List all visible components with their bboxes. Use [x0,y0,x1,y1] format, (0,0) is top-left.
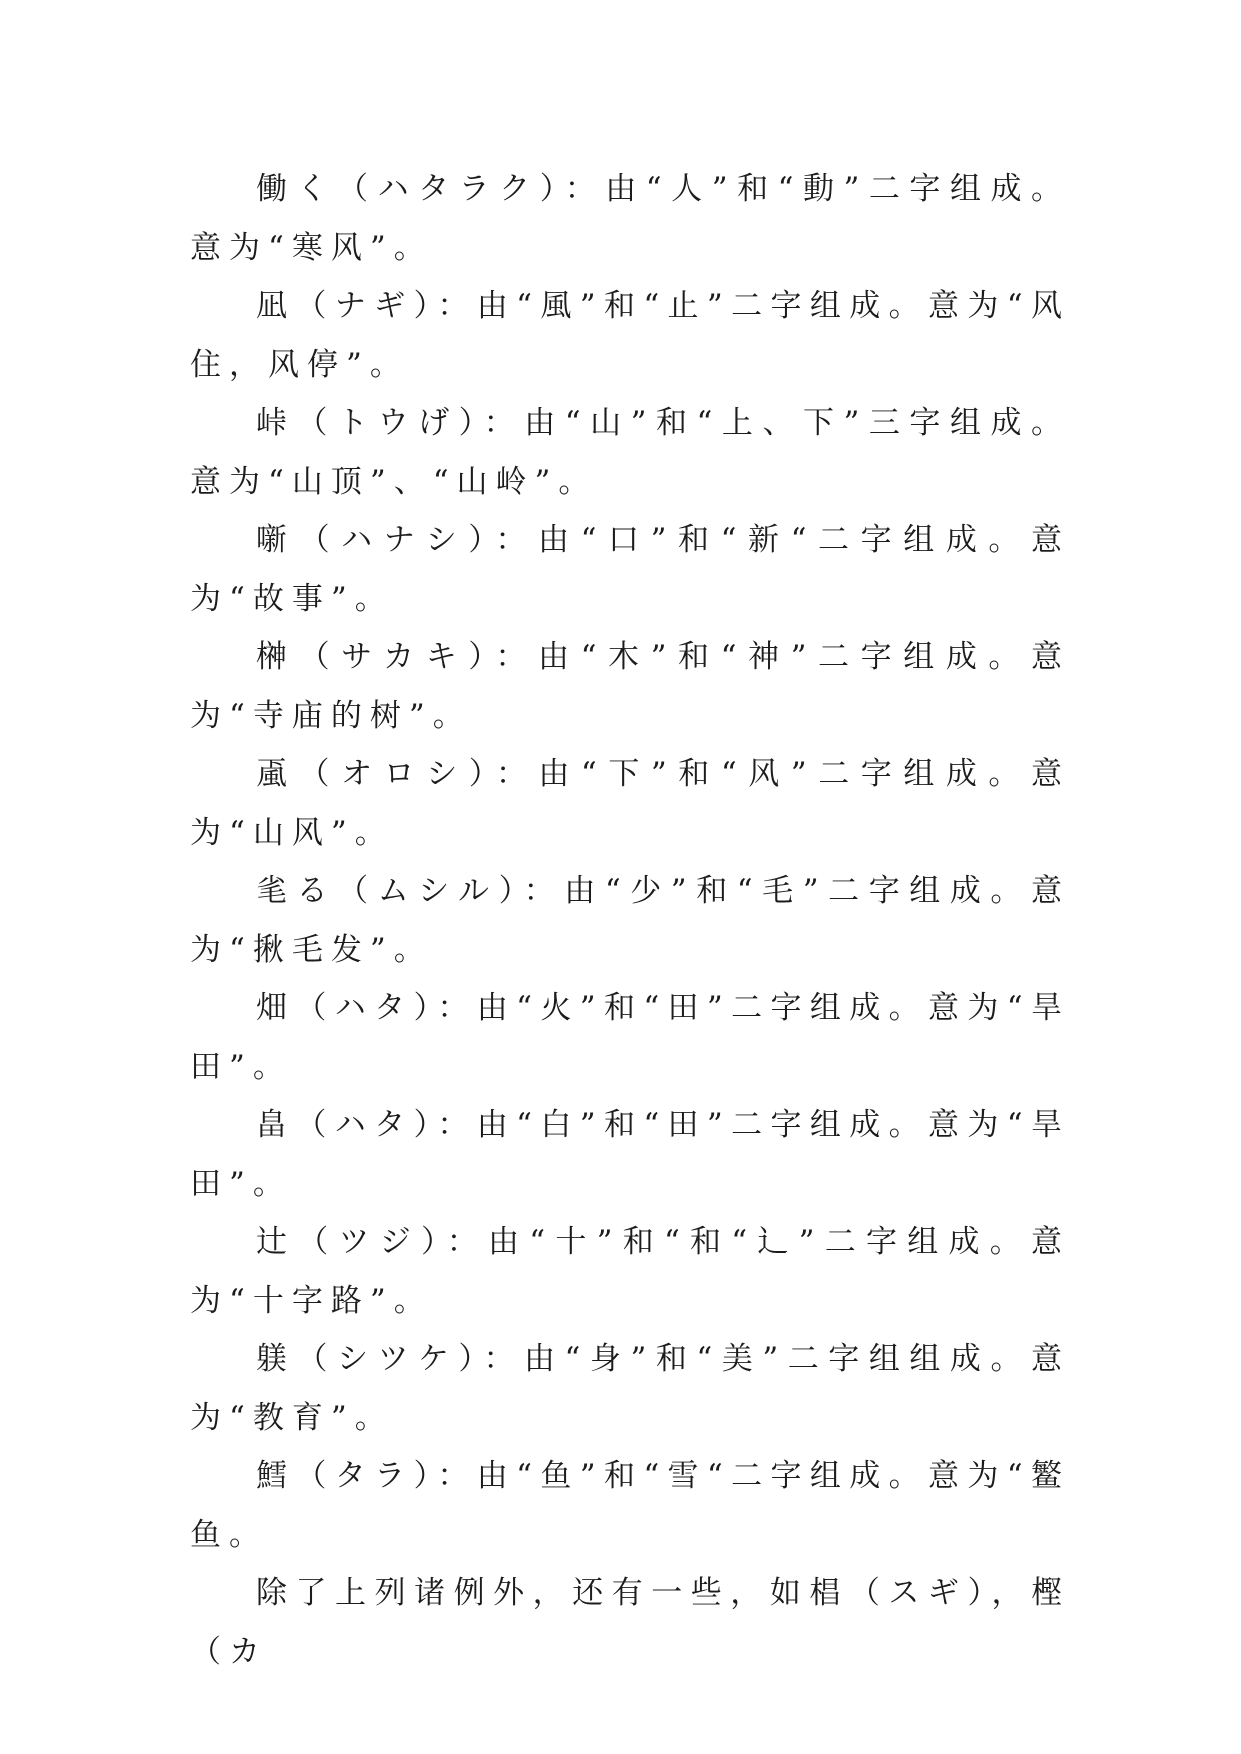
paragraph-mushiru: 毟る（ムシル）：由“少”和“毛”二字组成。意为“揪毛发”。 [190,873,1070,968]
document-body [190,160,1070,1681]
paragraph-sakaki: 榊（サカキ）：由“木”和“神”二字组成。意为“寺庙的树”。 [190,639,1070,734]
paragraph-others: 除了上列诸例外，还有一些，如椙（スギ），樫（カ [190,1575,1070,1670]
paragraph-hata-fire: 畑（ハタ）：由“火”和“田”二字组成。意为“旱田”。 [190,990,1070,1085]
paragraph-oroshi: 颪（オロシ）：由“下”和“风”二字组成。意为“山风”。 [190,756,1070,851]
paragraph-tara: 鱈（タラ）：由“鱼”和“雪“二字组成。意为“鳘鱼。 [190,1458,1070,1553]
paragraph-nagi: 凪（ナギ）：由“風”和“止”二字组成。意为“风住，风停”。 [190,288,1070,383]
paragraph-tsuji: 辻（ツジ）：由“十”和“和“⻌”二字组成。意为“十字路”。 [190,1224,1070,1319]
paragraph-hataraku: 働く（ハタラク）：由“人”和“動”二字组成。意为“寒风”。 [190,171,1071,266]
paragraph-touge: 峠（トウげ）：由“山”和“上、下”三字组成。意为“山顶”、“山岭”。 [190,405,1071,500]
paragraph-shitsuke: 躾（シツケ）：由“身”和“美”二字组组成。意为“教育”。 [190,1341,1070,1436]
paragraph-hata-white: 畠（ハタ）：由“白”和“田”二字组成。意为“旱田”。 [190,1107,1070,1202]
paragraph-hanashi: 噺（ハナシ）：由“口”和“新“二字组成。意为“故事”。 [190,522,1070,617]
